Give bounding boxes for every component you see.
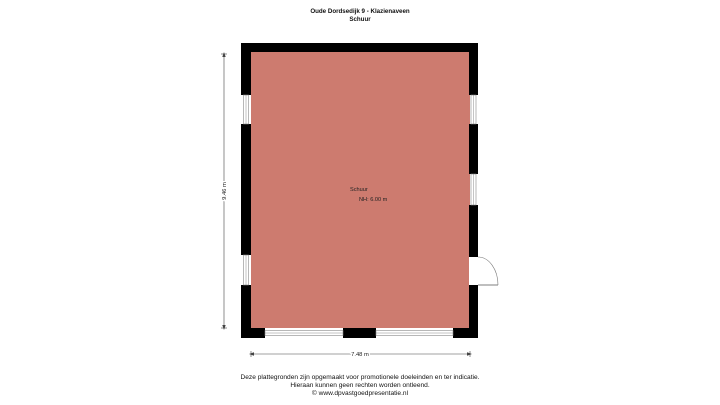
- wall-bottom-3: [453, 328, 478, 338]
- floor-title: Schuur: [349, 15, 371, 23]
- wall-right-2: [469, 124, 478, 174]
- width-label: 7.48 m: [351, 352, 369, 358]
- wall-top: [241, 43, 478, 52]
- door-swing-arc: [478, 257, 498, 285]
- disclaimer-line-1: Deze plattegronden zijn opgemaakt voor promotionele doeleinden en ter indicatie.: [240, 374, 480, 381]
- copyright-line: © www.dpvastgoedpresentatie.nl: [311, 389, 409, 397]
- wall-right-1: [469, 43, 478, 95]
- disclaimer: [0, 374, 720, 397]
- wall-left-1: [241, 43, 251, 95]
- room-height: NH: 6.00 m: [359, 197, 388, 203]
- address-title: Oude Dordsedijk 9 - Klazienaveen: [310, 8, 410, 15]
- disclaimer-line-2: Hieraan kunnen geen rechten worden ontleend.: [290, 381, 430, 389]
- wall-bottom-1: [241, 328, 265, 338]
- room-name: Schuur: [350, 187, 368, 193]
- wall-bottom-2: [343, 328, 376, 338]
- wall-right-3: [469, 205, 478, 257]
- depth-label: 9.46 m: [222, 182, 228, 200]
- wall-left-2: [241, 124, 251, 255]
- door-opening: [469, 257, 478, 285]
- door: [469, 257, 498, 285]
